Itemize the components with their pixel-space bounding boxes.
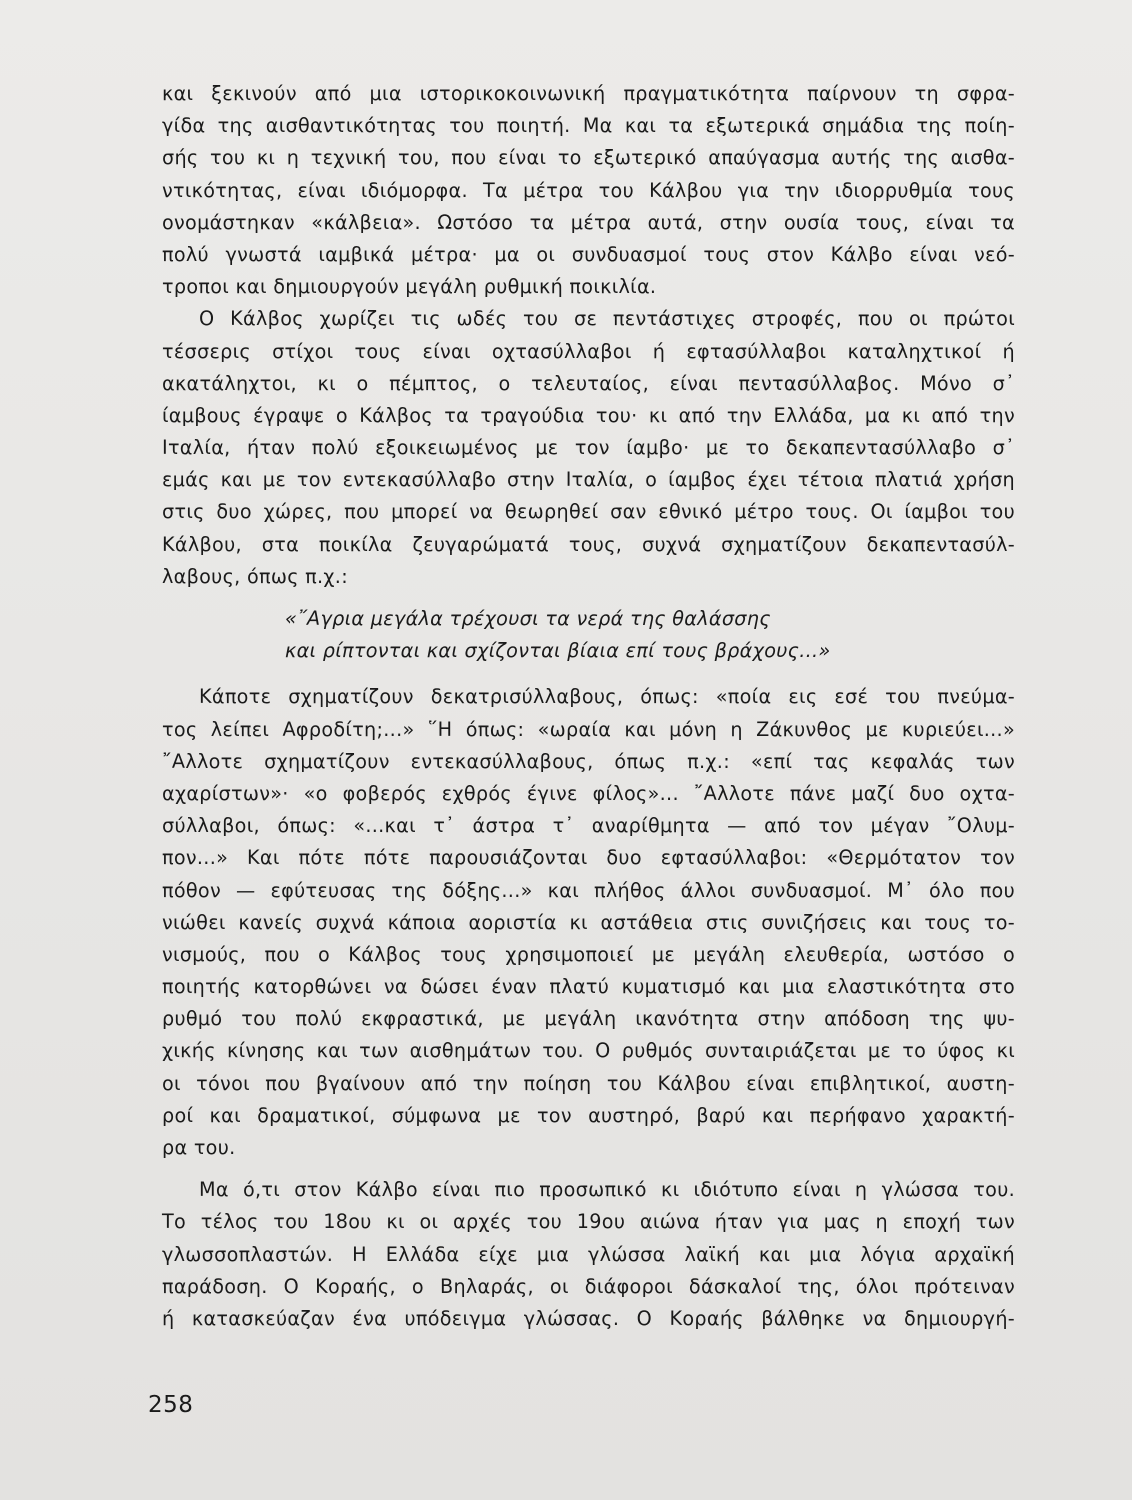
text-line: και ξεκινούν από μια ιστορικοκοινωνική πραγματικότητα παίρνουν τη σφρα- (162, 82, 1015, 105)
text-line: γίδα της αισθαντικότητας του ποιητή. Μα και τα εξωτερικά σημάδια της ποίη- (162, 114, 1015, 138)
verse-line: και ρίπτονται και σχίζονται βίαια επί τους βράχους...» (285, 639, 831, 663)
text-line: ρα του. (162, 1136, 236, 1159)
text-line: πολύ γνωστά ιαμβικά μέτρα· μα οι συνδυασμοί τους στον Κάλβο είναι νεό- (162, 242, 1015, 266)
text-line: σής του κι η τεχνική του, που είναι το εξωτερικό απαύγασμα αυτής της αισθα- (162, 146, 1015, 170)
text-line: ποιητής κατορθώνει να δώσει έναν πλατύ κυματισμό και μια ελαστικότητα στο (162, 975, 1015, 999)
verse-quote (162, 603, 1015, 667)
text-line: αχαρίστων»· «ο φοβερός εχθρός έγινε φίλος»... ῎Αλλοτε πάνε μαζί δυο οχτα- (162, 781, 1015, 805)
spacer (162, 1164, 1015, 1174)
text-line: ίαμβους έγραψε ο Κάλβος τα τραγούδια του· κι από την Ελλάδα, μα κι από την (162, 403, 1015, 427)
text-line: ρυθμό του πολύ εκφραστικά, με μεγάλη ικανότητα στην απόδοση της ψυ- (162, 1007, 1015, 1031)
text-line: παράδοση. Ο Κοραής, ο Βηλαράς, οι διάφοροι δάσκαλοί της, όλοι πρότειναν (162, 1274, 1015, 1298)
text-line: Το τέλος του 18ου κι οι αρχές του 19ου αιώνα ήταν για μας η εποχή των (162, 1210, 1015, 1234)
verse-line: «῎Αγρια μεγάλα τρέχουσι τα νερά της θαλάσσης (285, 607, 771, 630)
spacer (162, 667, 1015, 681)
text-line: ονομάστηκαν «κάλβεια». Ωστόσο τα μέτρα αυτά, στην ουσία τους, είναι τα (162, 210, 1015, 234)
text-line: οι τόνοι που βγαίνουν από την ποίηση του Κάλβου είναι επιβλητικοί, αυστη- (162, 1071, 1015, 1095)
text-line: ντικότητας, είναι ιδιόμορφα. Τα μέτρα του Κάλβου για την ιδιορρυθμία τους (162, 178, 1015, 202)
text-line: ῎Αλλοτε σχηματίζουν εντεκασύλλαβους, όπως π.χ.: «επί τας κεφαλάς των (162, 749, 1015, 773)
page-number: 258 (148, 1392, 194, 1418)
text-line: σύλλαβοι, όπως: «...και τ᾽ άστρα τ᾽ αναρίθμητα — από τον μέγαν ῎Ολυμ- (162, 814, 1015, 838)
text-line: Κάλβου, στα ποικίλα ζευγαρώματά τους, συχνά σχηματίζουν δεκαπεντασύλ- (162, 532, 1015, 556)
text-line: πον...» Και πότε πότε παρουσιάζονται δυο εφτασύλλαβοι: «Θερμότατον τον (162, 846, 1015, 870)
text-line: γλωσσοπλαστών. Η Ελλάδα είχε μια γλώσσα λαϊκή και μια λόγια αρχαϊκή (162, 1242, 1015, 1266)
text-line: Κάποτε σχηματίζουν δεκατρισύλλαβους, όπως: «ποία εις εσέ του πνεύμα- (199, 685, 1015, 709)
paragraph-2 (162, 303, 1015, 593)
text-line: λαβους, όπως π.χ.: (162, 564, 348, 588)
text-line: χικής κίνησης και των αισθημάτων του. Ο ρυθμός συνταιριάζεται με το ύφος κι (162, 1039, 1015, 1063)
text-line: ή κατασκεύαζαν ένα υπόδειγμα γλώσσας. Ο Κοραής βάλθηκε να δημιουργή- (162, 1306, 1015, 1330)
paragraph-3 (162, 681, 1015, 1164)
text-line: εμάς και με τον εντεκασύλλαβο στην Ιταλία, ο ίαμβος έχει τέτοια πλατιά χρήση (162, 468, 1015, 492)
text-line: νισμούς, που ο Κάλβος τους χρησιμοποιεί με μεγάλη ελευθερία, ωστόσο ο (162, 942, 1015, 966)
body-text (162, 78, 1015, 1335)
text-line: ροί και δραματικοί, σύμφωνα με τον αυστηρό, βαρύ και περήφανο χαρακτή- (162, 1103, 1015, 1127)
text-line: τέσσερις στίχοι τους είναι οχτασύλλαβοι ή εφτασύλλαβοι καταληχτικοί ή (162, 339, 1015, 363)
paragraph-1 (162, 78, 1015, 303)
spacer (162, 593, 1015, 603)
text-line: Ιταλία, ήταν πολύ εξοικειωμένος με τον ίαμβο· με το δεκαπεντασύλλαβο σ᾽ (162, 436, 1015, 460)
text-line: τροποι και δημιουργούν μεγάλη ρυθμική ποικιλία. (162, 275, 657, 299)
paragraph-4 (162, 1174, 1015, 1335)
text-line: στις δυο χώρες, που μπορεί να θεωρηθεί σαν εθνικό μέτρο τους. Οι ίαμβοι του (162, 500, 1015, 524)
text-line: Μα ό,τι στον Κάλβο είναι πιο προσωπικό κι ιδιότυπο είναι η γλώσσα του. (199, 1178, 1015, 1202)
text-line: Ο Κάλβος χωρίζει τις ωδές του σε πεντάστιχες στροφές, που οι πρώτοι (199, 307, 1015, 331)
text-line: νιώθει κανείς συχνά κάποια αοριστία κι αστάθεια στις συνιζήσεις και τους το- (162, 910, 1015, 934)
text-line: πόθον — εφύτευσας της δόξης...» και πλήθος άλλοι συνδυασμοί. Μ᾽ όλο που (162, 878, 1015, 902)
text-line: τος λείπει Αφροδίτη;...» ῞Η όπως: «ωραία και μόνη η Ζάκυνθος με κυριεύει...» (162, 717, 1015, 741)
text-line: ακατάληχτοι, κι ο πέμπτος, ο τελευταίος, είναι πεντασύλλαβος. Μόνο σ᾽ (162, 371, 1015, 395)
